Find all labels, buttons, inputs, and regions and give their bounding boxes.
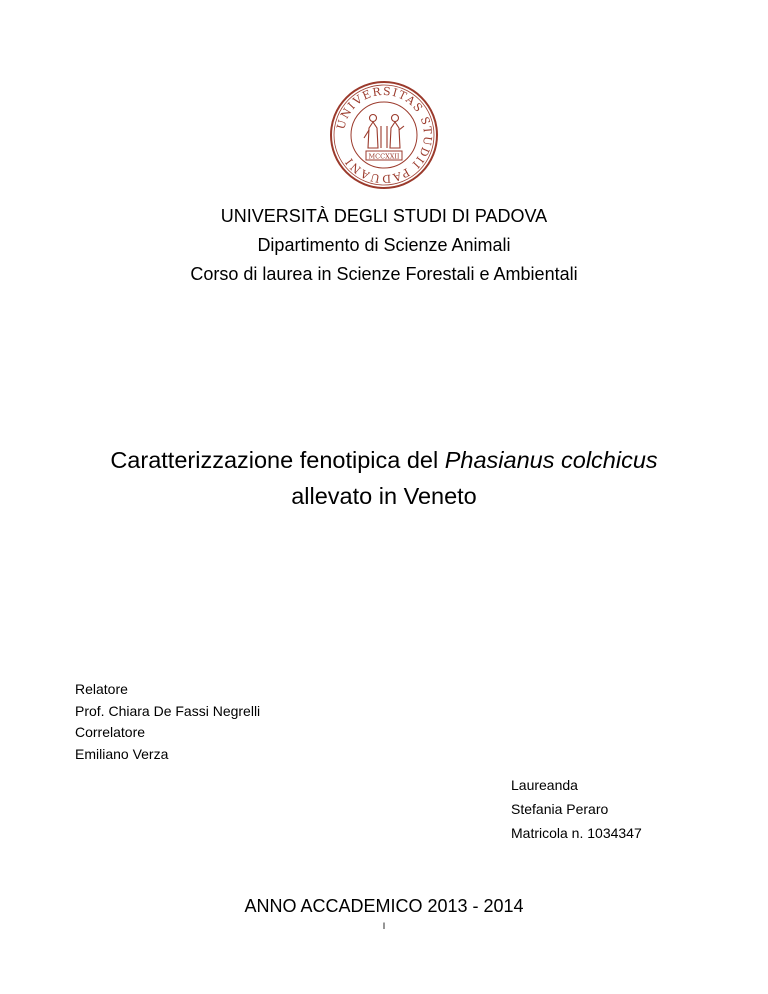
institution-block	[0, 202, 768, 289]
correlatore-label: Correlatore	[75, 724, 146, 740]
correlatore-name: Emiliano Verza	[75, 745, 169, 762]
thesis-title-line-2: allevato in Veneto	[291, 483, 477, 509]
course-name: Corso di laurea in Scienze Forestali e Ambientali	[190, 264, 578, 284]
candidate-block	[511, 773, 642, 845]
thesis-title	[0, 442, 768, 514]
seal-year: MCCXXII	[368, 152, 400, 161]
thesis-title-line-1	[0, 442, 768, 478]
candidate-label: Laureanda	[511, 777, 578, 793]
university-seal	[329, 80, 439, 190]
thesis-title-species: Phasianus colchicus	[444, 447, 658, 473]
university-name: UNIVERSITÀ DEGLI STUDI DI PADOVA	[220, 206, 548, 226]
supervisors-block	[75, 679, 260, 765]
university-seal-icon	[329, 80, 439, 190]
page-number: I	[382, 921, 386, 931]
seal-inscription: UNIVERSITAS STUDII PADUANI	[334, 84, 435, 186]
candidate-matricola: Matricola n. 1034347	[511, 825, 642, 841]
academic-year: ANNO ACCADEMICO 2013 - 2014	[244, 896, 524, 916]
candidate-name: Stefania Peraro	[511, 801, 609, 817]
relatore-name: Prof. Chiara De Fassi Negrelli	[75, 702, 261, 719]
relatore-label: Relatore	[75, 681, 128, 697]
department-name: Dipartimento di Scienze Animali	[257, 235, 511, 255]
thesis-title-part1: Caratterizzazione fenotipica del	[110, 447, 445, 473]
